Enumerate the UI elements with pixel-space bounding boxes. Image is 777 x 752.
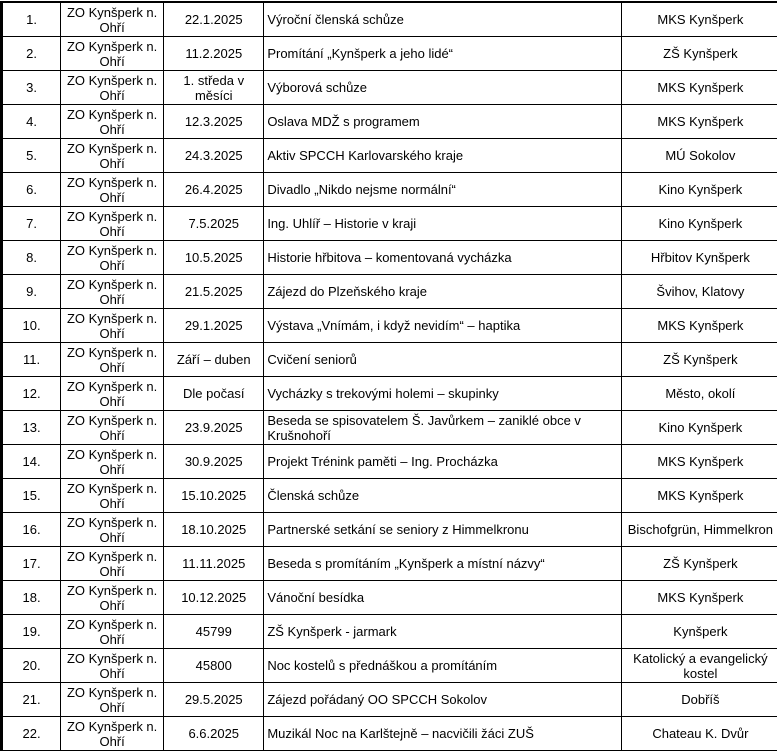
row-number: 20. [2,649,61,683]
row-number: 5. [2,139,61,173]
date-cell: 23.9.2025 [164,411,264,445]
row-number: 4. [2,105,61,139]
date-cell: 1. středa v měsíci [164,71,264,105]
row-number: 3. [2,71,61,105]
table-row [2,207,777,241]
row-number: 17. [2,547,61,581]
row-number: 8. [2,241,61,275]
organizer-cell: ZO Kynšperk n. Ohří [61,479,164,513]
place-cell: Švihov, Klatovy [621,275,777,309]
organizer-cell: ZO Kynšperk n. Ohří [61,377,164,411]
event-cell: Cvičení seniorů [264,343,621,377]
place-cell: Chateau K. Dvůr [621,717,777,751]
organizer-cell: ZO Kynšperk n. Ohří [61,649,164,683]
organizer-cell: ZO Kynšperk n. Ohří [61,275,164,309]
date-cell: 22.1.2025 [164,2,264,37]
date-cell: 45799 [164,615,264,649]
place-cell: Kino Kynšperk [621,411,777,445]
row-number: 7. [2,207,61,241]
organizer-cell: ZO Kynšperk n. Ohří [61,547,164,581]
table-row [2,513,777,547]
table-row [2,717,777,751]
table-row [2,105,777,139]
date-cell: 30.9.2025 [164,445,264,479]
place-cell: MKS Kynšperk [621,71,777,105]
organizer-cell: ZO Kynšperk n. Ohří [61,2,164,37]
place-cell: MKS Kynšperk [621,2,777,37]
event-cell: Projekt Trénink paměti – Ing. Procházka [264,445,621,479]
table-row [2,683,777,717]
date-cell: Dle počasí [164,377,264,411]
place-cell: Kino Kynšperk [621,173,777,207]
table-row [2,547,777,581]
row-number: 22. [2,717,61,751]
organizer-cell: ZO Kynšperk n. Ohří [61,343,164,377]
organizer-cell: ZO Kynšperk n. Ohří [61,309,164,343]
event-cell: Beseda s promítáním „Kynšperk a místní názvy“ [264,547,621,581]
organizer-cell: ZO Kynšperk n. Ohří [61,173,164,207]
event-cell: Historie hřbitova – komentovaná vycházka [264,241,621,275]
organizer-cell: ZO Kynšperk n. Ohří [61,207,164,241]
row-number: 19. [2,615,61,649]
row-number: 2. [2,37,61,71]
date-cell: 29.1.2025 [164,309,264,343]
place-cell: MKS Kynšperk [621,105,777,139]
place-cell: MKS Kynšperk [621,309,777,343]
place-cell: MKS Kynšperk [621,479,777,513]
event-cell: Výroční členská schůze [264,2,621,37]
date-cell: 11.11.2025 [164,547,264,581]
row-number: 21. [2,683,61,717]
table-row [2,275,777,309]
event-cell: Výborová schůze [264,71,621,105]
date-cell: 18.10.2025 [164,513,264,547]
date-cell: 11.2.2025 [164,37,264,71]
table-row [2,581,777,615]
organizer-cell: ZO Kynšperk n. Ohří [61,513,164,547]
event-cell: Členská schůze [264,479,621,513]
row-number: 15. [2,479,61,513]
event-cell: Beseda se spisovatelem Š. Javůrkem – zaniklé obce v Krušnohoří [264,411,621,445]
row-number: 14. [2,445,61,479]
place-cell: Kynšperk [621,615,777,649]
table-row [2,37,777,71]
organizer-cell: ZO Kynšperk n. Ohří [61,37,164,71]
organizer-cell: ZO Kynšperk n. Ohří [61,241,164,275]
date-cell: 7.5.2025 [164,207,264,241]
place-cell: Kino Kynšperk [621,207,777,241]
date-cell: 15.10.2025 [164,479,264,513]
table-row [2,649,777,683]
place-cell: Hřbitov Kynšperk [621,241,777,275]
event-cell: Promítání „Kynšperk a jeho lidé“ [264,37,621,71]
place-cell: Dobříš [621,683,777,717]
event-cell: Ing. Uhlíř – Historie v kraji [264,207,621,241]
organizer-cell: ZO Kynšperk n. Ohří [61,139,164,173]
place-cell: MKS Kynšperk [621,445,777,479]
date-cell: 6.6.2025 [164,717,264,751]
event-cell: Vánoční besídka [264,581,621,615]
place-cell: MÚ Sokolov [621,139,777,173]
date-cell: 26.4.2025 [164,173,264,207]
organizer-cell: ZO Kynšperk n. Ohří [61,683,164,717]
date-cell: 10.12.2025 [164,581,264,615]
date-cell: Září – duben [164,343,264,377]
event-cell: Vycházky s trekovými holemi – skupinky [264,377,621,411]
table-row [2,377,777,411]
organizer-cell: ZO Kynšperk n. Ohří [61,717,164,751]
date-cell: 12.3.2025 [164,105,264,139]
events-table [0,1,777,751]
table-row [2,173,777,207]
event-cell: Aktiv SPCCH Karlovarského kraje [264,139,621,173]
event-cell: Noc kostelů s přednáškou a promítáním [264,649,621,683]
organizer-cell: ZO Kynšperk n. Ohří [61,615,164,649]
place-cell: Katolický a evangelický kostel [621,649,777,683]
row-number: 12. [2,377,61,411]
table-row [2,309,777,343]
table-row [2,615,777,649]
organizer-cell: ZO Kynšperk n. Ohří [61,581,164,615]
row-number: 18. [2,581,61,615]
table-row [2,139,777,173]
event-cell: Partnerské setkání se seniory z Himmelkronu [264,513,621,547]
row-number: 16. [2,513,61,547]
row-number: 11. [2,343,61,377]
table-row [2,71,777,105]
table-row [2,411,777,445]
organizer-cell: ZO Kynšperk n. Ohří [61,105,164,139]
row-number: 10. [2,309,61,343]
organizer-cell: ZO Kynšperk n. Ohří [61,411,164,445]
event-cell: Muzikál Noc na Karlštejně – nacvičili žáci ZUŠ [264,717,621,751]
date-cell: 29.5.2025 [164,683,264,717]
organizer-cell: ZO Kynšperk n. Ohří [61,71,164,105]
event-cell: Zájezd pořádaný OO SPCCH Sokolov [264,683,621,717]
table-row [2,2,777,37]
event-cell: ZŠ Kynšperk - jarmark [264,615,621,649]
event-cell: Oslava MDŽ s programem [264,105,621,139]
row-number: 9. [2,275,61,309]
place-cell: ZŠ Kynšperk [621,37,777,71]
event-cell: Výstava „Vnímám, i když nevidím“ – haptika [264,309,621,343]
table-row [2,479,777,513]
row-number: 1. [2,2,61,37]
place-cell: Bischofgrün, Himmelkron [621,513,777,547]
date-cell: 45800 [164,649,264,683]
place-cell: Město, okolí [621,377,777,411]
place-cell: ZŠ Kynšperk [621,547,777,581]
table-row [2,241,777,275]
row-number: 6. [2,173,61,207]
date-cell: 21.5.2025 [164,275,264,309]
table-row [2,343,777,377]
organizer-cell: ZO Kynšperk n. Ohří [61,445,164,479]
event-cell: Divadlo „Nikdo nejsme normální“ [264,173,621,207]
place-cell: ZŠ Kynšperk [621,343,777,377]
row-number: 13. [2,411,61,445]
date-cell: 10.5.2025 [164,241,264,275]
date-cell: 24.3.2025 [164,139,264,173]
event-cell: Zájezd do Plzeňského kraje [264,275,621,309]
table-row [2,445,777,479]
place-cell: MKS Kynšperk [621,581,777,615]
